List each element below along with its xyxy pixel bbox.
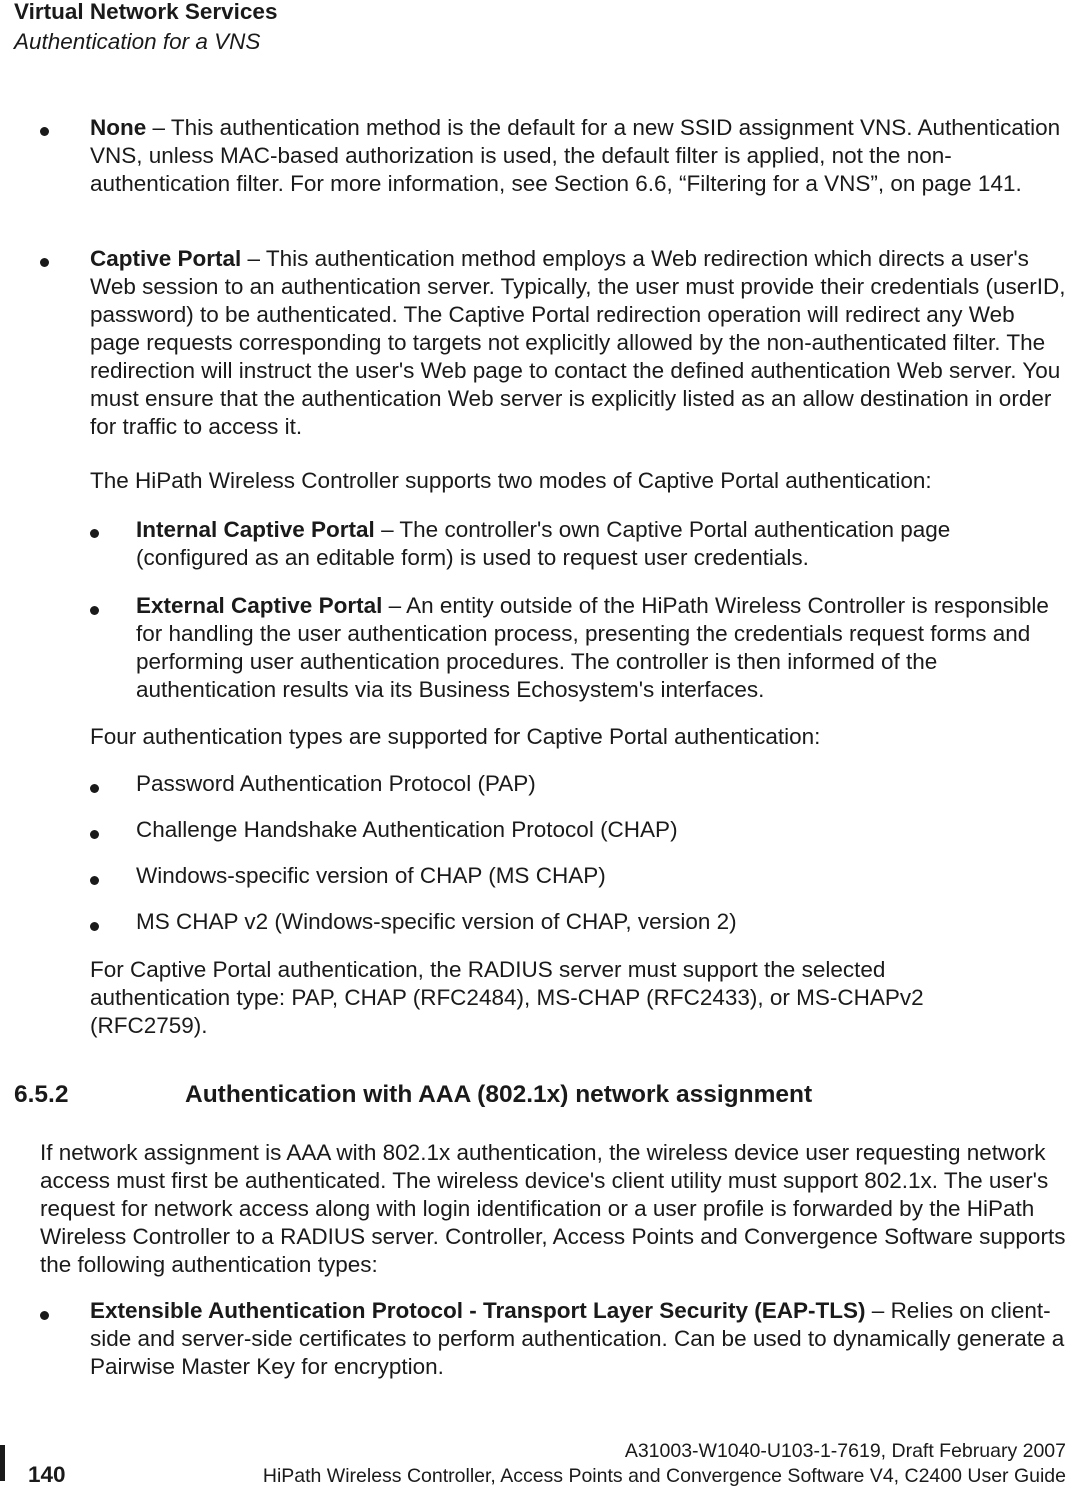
section-number: 6.5.2 [14,1081,69,1108]
footer-doc-id: A31003-W1040-U103-1-7619, Draft February 2007 [624,1440,1066,1462]
item-internal-term: Internal Captive Portal [136,517,375,542]
item-eap-term: Extensible Authentication Protocol - Transport Layer Security (EAP-TLS) [90,1298,866,1323]
section-body: If network assignment is AAA with 802.1x authentication, the wireless device user requesting network access must first be authenticated. The wireless device's client utility must support 802.1x. The user's request for network access along with login identification or a user profile is forwarded by the HiPath Wireless Controller to a RADIUS server. Controller, Access Points and Convergence Software supports the following authentication types: [40,1140,1066,1277]
types-intro: Four authentication types are supported for Captive Portal authentication: [90,724,821,749]
item-none [90,114,1070,198]
type-item: Windows-specific version of CHAP (MS CHAP) [136,863,606,888]
item-none-term: None [90,115,147,140]
item-internal-portal [136,516,1066,572]
running-header-subtitle: Authentication for a VNS [14,29,261,54]
section-title: Authentication with AAA (802.1x) network assignment [185,1081,813,1108]
item-internal-text: – The controller's own Captive Portal authentication page (configured as an editable form) is used to request user credentials. [136,517,951,570]
item-external-text: – An entity outside of the HiPath Wireless Controller is responsible for handling the user authentication process, presenting the credentials request forms and performing user authentication procedures. The controller is then informed of the authentication results via its Business Echosystem's interfaces. [136,593,1049,702]
item-captive-text: – This authentication method employs a Web redirection which directs a user's Web session to an authentication server. Typically, the user must provide their credentials (userID, password) to be authenticated. The Captive Portal redirection operation will redirect any Web page requests corresponding to targets not explicitly allowed by the non-authenticated filter. The redirection will instruct the user's Web page to contact the defined authentication Web server. You must ensure that the authentication Web server is explicitly listed as an allow destination in order for traffic to access it. [90,246,1066,439]
item-external-term: External Captive Portal [136,593,383,618]
item-eap-text: – Relies on client-side and server-side certificates to perform authentication. Can be used to dynamically generate a Pairwise Master Key for encryption. [90,1298,1065,1379]
change-bar [0,1445,5,1481]
type-item: MS CHAP v2 (Windows-specific version of CHAP, version 2) [136,909,737,934]
radius-note: For Captive Portal authentication, the RADIUS server must support the selected authentication type: PAP, CHAP (RFC2484), MS-CHAP (RFC2433), or MS-CHAPv2 (RFC2759). [90,957,924,1038]
type-item: Challenge Handshake Authentication Protocol (CHAP) [136,817,678,842]
item-none-text: – This authentication method is the default for a new SSID assignment VNS. Authentication VNS, unless MAC-based authorization is used, the default filter is applied, not the non-authentication filter. For more information, see Section 6.6, “Filtering for a VNS”, on page 141. [90,115,1061,196]
type-item: Password Authentication Protocol (PAP) [136,771,536,796]
item-external-portal [136,592,1066,704]
item-captive-term: Captive Portal [90,246,242,271]
modes-intro: The HiPath Wireless Controller supports two modes of Captive Portal authentication: [90,468,932,493]
footer-doc-title: HiPath Wireless Controller, Access Points and Convergence Software V4, C2400 User Guide [262,1465,1066,1487]
item-eap-tls [90,1297,1070,1381]
page-number: 140 [28,1462,66,1487]
running-header-title: Virtual Network Services [14,0,278,24]
item-captive-portal [90,245,1070,441]
